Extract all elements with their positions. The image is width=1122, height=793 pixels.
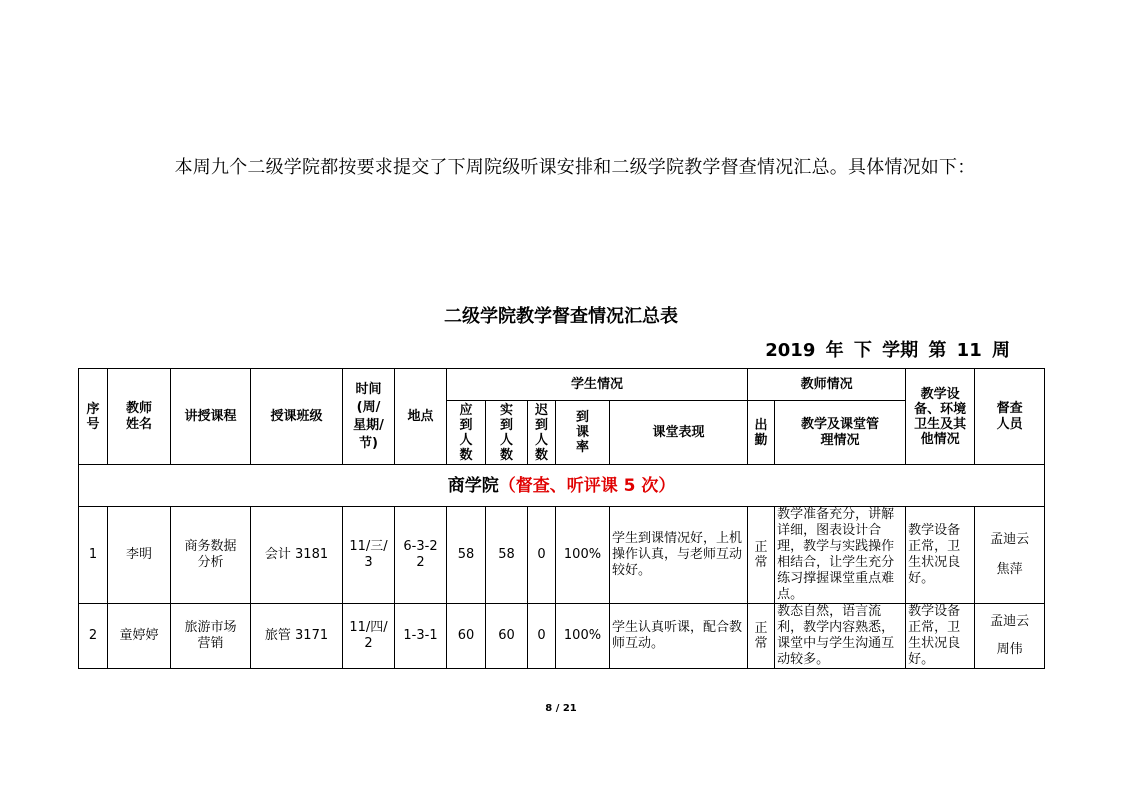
cell-performance: 学生到课情况好，上机操作认真，与老师互动较好。 bbox=[610, 507, 748, 604]
header-location: 地点 bbox=[395, 369, 447, 465]
cell-location: 1-3-1 bbox=[395, 604, 447, 669]
inspector-name: 孟迪云 bbox=[990, 532, 1030, 547]
cell-course: 商务数据分析 bbox=[171, 507, 251, 604]
header-performance: 课堂表现 bbox=[610, 401, 748, 465]
header-course: 讲授课程 bbox=[171, 369, 251, 465]
cell-attendance: 正常 bbox=[748, 604, 775, 669]
cell-actual: 58 bbox=[486, 507, 528, 604]
cell-seq: 1 bbox=[79, 507, 108, 604]
cell-inspector bbox=[975, 604, 1045, 669]
intro-paragraph: 本周九个二级学院都按要求提交了下周院级听课安排和二级学院教学督查情况汇总。具体情况如下： bbox=[174, 157, 976, 178]
inspection-summary-table bbox=[78, 368, 1045, 669]
cell-late: 0 bbox=[528, 507, 556, 604]
inspector-name: 焦萍 bbox=[996, 562, 1023, 577]
cell-time: 11/四/2 bbox=[343, 604, 395, 669]
cell-management: 教学准备充分，讲解详细，图表设计合理，教学与实践操作相结合，让学生充分练习撑握课堂重点难点。 bbox=[775, 507, 906, 604]
cell-performance: 学生认真听课，配合教师互动。 bbox=[610, 604, 748, 669]
header-time: 时间(周/星期/节) bbox=[343, 369, 395, 465]
header-equipment: 教学设备、环境卫生及其他情况 bbox=[906, 369, 975, 465]
section-name: 商学院 bbox=[447, 475, 499, 496]
cell-course: 旅游市场营销 bbox=[171, 604, 251, 669]
header-inspector: 督查人员 bbox=[975, 369, 1045, 465]
cell-expected: 60 bbox=[447, 604, 486, 669]
section-note: （督查、听评课 5 次） bbox=[498, 475, 676, 496]
header-management: 教学及课堂管理情况 bbox=[775, 401, 906, 465]
table-row bbox=[79, 507, 1045, 604]
header-teacher-group: 教师情况 bbox=[748, 369, 906, 401]
cell-management: 教态自然，语言流利，教学内容熟悉，课堂中与学生沟通互动较多。 bbox=[775, 604, 906, 669]
term-label: 2019 年 下 学期 第 11 周 bbox=[765, 340, 1010, 361]
cell-expected: 58 bbox=[447, 507, 486, 604]
header-actual: 实到人数 bbox=[486, 401, 528, 465]
cell-late: 0 bbox=[528, 604, 556, 669]
header-rate: 到课率 bbox=[556, 401, 610, 465]
header-seq: 序号 bbox=[79, 369, 108, 465]
section-title bbox=[79, 465, 1045, 507]
header-expected: 应到人数 bbox=[447, 401, 486, 465]
cell-actual: 60 bbox=[486, 604, 528, 669]
cell-class: 旅管 3171 bbox=[251, 604, 343, 669]
cell-class: 会计 3181 bbox=[251, 507, 343, 604]
section-row bbox=[79, 465, 1045, 507]
header-teacher: 教师姓名 bbox=[108, 369, 171, 465]
cell-rate: 100% bbox=[556, 507, 610, 604]
cell-location: 6-3-22 bbox=[395, 507, 447, 604]
cell-equipment: 教学设备正常，卫生状况良好。 bbox=[906, 507, 975, 604]
cell-teacher: 李明 bbox=[108, 507, 171, 604]
header-attendance: 出勤 bbox=[748, 401, 775, 465]
table-row bbox=[79, 604, 1045, 669]
cell-rate: 100% bbox=[556, 604, 610, 669]
page-number: 8 / 21 bbox=[545, 703, 577, 714]
cell-attendance: 正常 bbox=[748, 507, 775, 604]
table-title: 二级学院教学督查情况汇总表 bbox=[444, 306, 678, 327]
cell-equipment: 教学设备正常，卫生状况良好。 bbox=[906, 604, 975, 669]
inspector-name: 周伟 bbox=[996, 642, 1023, 657]
inspector-name: 孟迪云 bbox=[990, 614, 1030, 629]
header-row-1 bbox=[79, 369, 1045, 401]
cell-inspector bbox=[975, 507, 1045, 604]
cell-teacher: 童婷婷 bbox=[108, 604, 171, 669]
header-student-group: 学生情况 bbox=[447, 369, 748, 401]
header-class: 授课班级 bbox=[251, 369, 343, 465]
header-late: 迟到人数 bbox=[528, 401, 556, 465]
cell-seq: 2 bbox=[79, 604, 108, 669]
cell-time: 11/三/3 bbox=[343, 507, 395, 604]
